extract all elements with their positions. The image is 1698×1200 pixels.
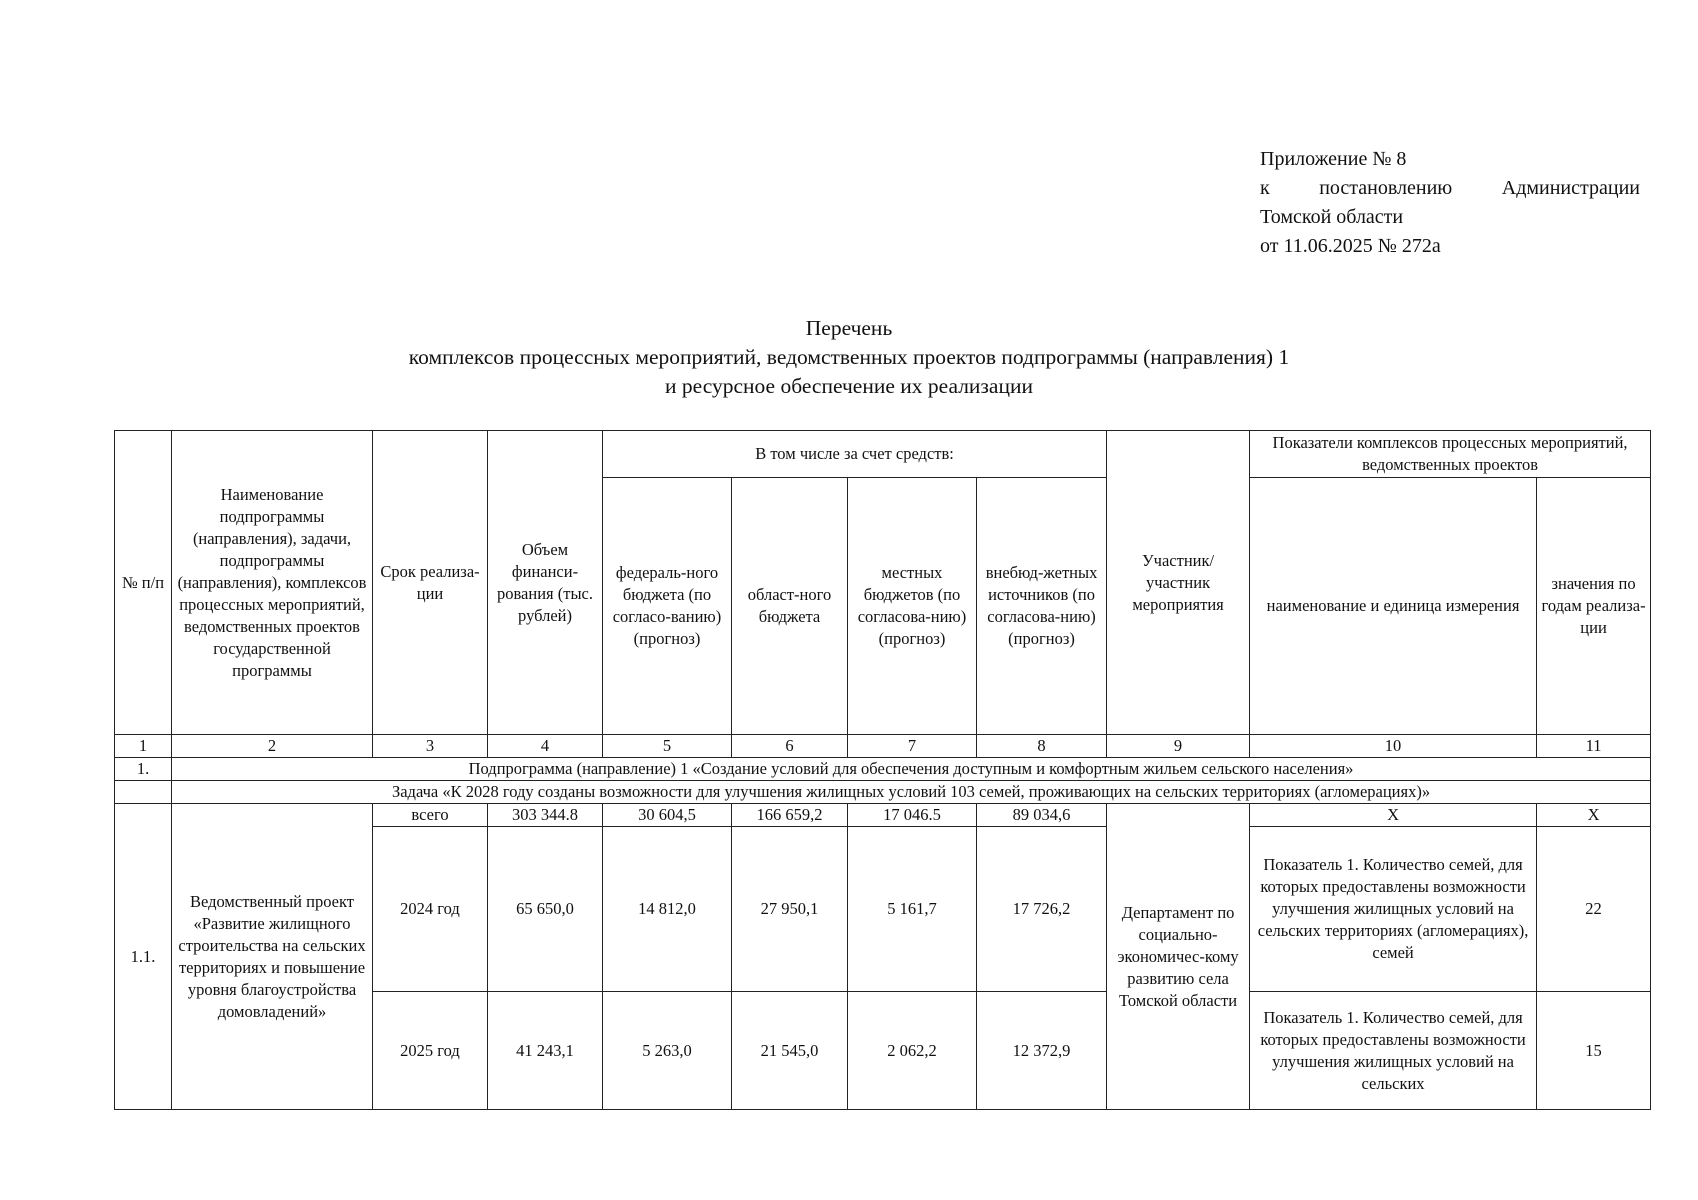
extra-cell: 12 372,9 (977, 992, 1107, 1110)
col-number-cell: 11 (1537, 735, 1651, 758)
subprogram-title: Подпрограмма (направление) 1 «Создание условий для обеспечения доступным и комфортным жильем сельского населения» (172, 758, 1651, 781)
header-volume: Объем финанси-рования (тыс. рублей) (488, 431, 603, 735)
appendix-line-2-word-3: Администрации (1501, 177, 1640, 199)
project-num: 1.1. (115, 804, 172, 1110)
federal-cell: 30 604,5 (603, 804, 732, 827)
project-participant: Департамент по социально-экономичес-кому развитию села Томской области (1107, 804, 1250, 1110)
indicator-value-cell: X (1537, 804, 1651, 827)
indicator-cell: Показатель 1. Количество семей, для которых предоставлены возможности улучшения жилищных условий на сельских территориях (агломерациях), семей (1250, 827, 1537, 992)
document-title (0, 314, 1698, 401)
subprogram-num: 1. (115, 758, 172, 781)
title-line-3: и ресурсное обеспечение их реализации (665, 374, 1033, 398)
header-indicators: Показатели комплексов процессных мероприятий, ведомственных проектов (1250, 431, 1651, 478)
title-line-2: комплексов процессных мероприятий, ведомственных проектов подпрограммы (направления) 1 (408, 345, 1290, 369)
col-number-cell: 2 (172, 735, 373, 758)
col-number-cell: 5 (603, 735, 732, 758)
col-number-cell: 9 (1107, 735, 1250, 758)
extra-cell: 89 034,6 (977, 804, 1107, 827)
header-num: № п/п (115, 431, 172, 735)
col-number-cell: 3 (373, 735, 488, 758)
indicator-cell: Показатель 1. Количество семей, для которых предоставлены возможности улучшения жилищных условий на сельских (1250, 992, 1537, 1110)
header-indicator-values: значения по годам реализа-ции (1537, 478, 1651, 735)
volume-cell: 41 243,1 (488, 992, 603, 1110)
volume-cell: 65 650,0 (488, 827, 603, 992)
appendix-block (1260, 145, 1640, 261)
indicator-value-cell: 22 (1537, 827, 1651, 992)
header-federal: федераль-ного бюджета (по согласо-ванию) (прогноз) (603, 478, 732, 735)
col-number-cell: 1 (115, 735, 172, 758)
header-regional: област-ного бюджета (732, 478, 848, 735)
regional-cell: 27 950,1 (732, 827, 848, 992)
local-cell: 5 161,7 (848, 827, 977, 992)
local-cell: 2 062,2 (848, 992, 977, 1110)
appendix-line-4: от 11.06.2025 № 272а (1260, 235, 1441, 257)
appendix-line-3: Томской области (1260, 206, 1404, 228)
header-participant: Участник/ участник мероприятия (1107, 431, 1250, 735)
col-number-cell: 4 (488, 735, 603, 758)
term-cell: 2024 год (373, 827, 488, 992)
regional-cell: 166 659,2 (732, 804, 848, 827)
header-extra: внебюд-жетных источников (по согласова-нию) (прогноз) (977, 478, 1107, 735)
indicator-value-cell: 15 (1537, 992, 1651, 1110)
col-number-cell: 7 (848, 735, 977, 758)
col-number-cell: 6 (732, 735, 848, 758)
task-title: Задача «К 2028 году созданы возможности для улучшения жилищных условий 103 семей, проживающих на сельских территориях (агломерациях)» (172, 781, 1651, 804)
term-cell: 2025 год (373, 992, 488, 1110)
column-number-row (115, 735, 1651, 758)
project-name: Ведомственный проект «Развитие жилищного строительства на сельских территориях и повышение уровня благоустройства домовладений» (172, 804, 373, 1110)
project-row-total (115, 804, 1651, 827)
header-including: В том числе за счет средств: (603, 431, 1107, 478)
local-cell: 17 046.5 (848, 804, 977, 827)
header-term: Срок реализа-ции (373, 431, 488, 735)
task-num-empty (115, 781, 172, 804)
header-local: местных бюджетов (по согласова-нию) (прогноз) (848, 478, 977, 735)
federal-cell: 5 263,0 (603, 992, 732, 1110)
appendix-line-2-word-1: к (1260, 177, 1270, 199)
regional-cell: 21 545,0 (732, 992, 848, 1110)
subprogram-row (115, 758, 1651, 781)
extra-cell: 17 726,2 (977, 827, 1107, 992)
appendix-line-2 (1260, 174, 1640, 203)
resource-table (114, 430, 1651, 1110)
col-number-cell: 8 (977, 735, 1107, 758)
task-row (115, 781, 1651, 804)
volume-cell: 303 344.8 (488, 804, 603, 827)
appendix-line-1: Приложение № 8 (1260, 148, 1407, 170)
indicator-cell: X (1250, 804, 1537, 827)
title-line-1: Перечень (805, 316, 893, 340)
federal-cell: 14 812,0 (603, 827, 732, 992)
header-indicator-name: наименование и единица измерения (1250, 478, 1537, 735)
col-number-cell: 10 (1250, 735, 1537, 758)
term-cell: всего (373, 804, 488, 827)
appendix-line-2-word-2: постановлению (1319, 177, 1453, 199)
header-name: Наименование подпрограммы (направления), задачи, подпрограммы (направления), комплексов процессных мероприятий, ведомственных проектов государственной программы (172, 431, 373, 735)
